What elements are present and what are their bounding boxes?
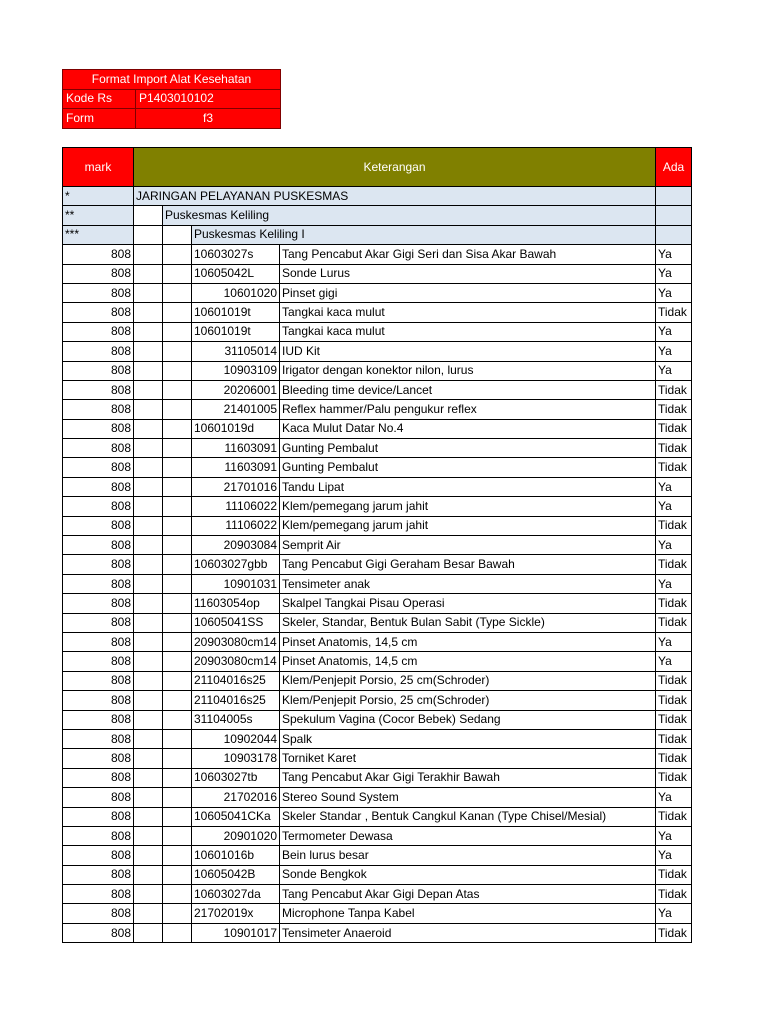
indent-cell-1[interactable]	[134, 652, 163, 671]
kode-cell[interactable]: 21104016s25	[192, 691, 280, 710]
indent-cell-1[interactable]	[134, 788, 163, 807]
indent-cell-1[interactable]	[134, 768, 163, 787]
ada-cell[interactable]: Ya	[656, 904, 692, 923]
ada-cell[interactable]: Ya	[656, 652, 692, 671]
nama-alat-cell[interactable]: Pinset gigi	[280, 283, 656, 302]
ada-cell[interactable]: Ya	[656, 846, 692, 865]
indent-cell-2[interactable]	[163, 380, 192, 399]
kode-rs-value[interactable]: P1403010102	[136, 89, 281, 109]
nama-alat-cell[interactable]: Pinset Anatomis, 14,5 cm	[280, 652, 656, 671]
kode-cell[interactable]: 21401005	[192, 400, 280, 419]
mark-cell[interactable]: 808	[63, 361, 134, 380]
table-row	[63, 419, 692, 438]
table-row	[63, 691, 692, 710]
kode-rs-label: Kode Rs	[63, 89, 136, 109]
mark-cell[interactable]: 808	[63, 710, 134, 729]
ada-cell[interactable]: Tidak	[656, 885, 692, 904]
indent-cell-1[interactable]	[134, 264, 163, 283]
ada-cell[interactable]: Tidak	[656, 400, 692, 419]
mark-cell[interactable]: 808	[63, 749, 134, 768]
indent-cell-1[interactable]	[134, 594, 163, 613]
table-row	[63, 749, 692, 768]
kode-cell[interactable]: 11106022	[192, 497, 280, 516]
mark-cell[interactable]: 808	[63, 826, 134, 845]
indent-cell-1[interactable]	[134, 613, 163, 632]
ada-cell[interactable]: Ya	[656, 245, 692, 264]
table-row	[63, 594, 692, 613]
indent-cell-1[interactable]	[134, 749, 163, 768]
indent-cell-1[interactable]	[134, 283, 163, 302]
indent-cell-2[interactable]	[163, 322, 192, 341]
level-1-ada[interactable]	[656, 187, 692, 206]
table-row	[63, 729, 692, 748]
indent-cell-1[interactable]	[134, 574, 163, 593]
nama-alat-cell[interactable]: Tang Pencabut Akar Gigi Depan Atas	[280, 885, 656, 904]
indent-cell-1[interactable]	[134, 826, 163, 845]
format-title: Format Import Alat Kesehatan	[63, 70, 281, 90]
mark-cell[interactable]: 808	[63, 652, 134, 671]
indent-cell-1[interactable]	[134, 555, 163, 574]
table-row	[63, 245, 692, 264]
indent-cell-1[interactable]	[134, 885, 163, 904]
ada-cell[interactable]: Ya	[656, 361, 692, 380]
indent-cell-2[interactable]	[163, 807, 192, 826]
mark-cell[interactable]: 808	[63, 904, 134, 923]
ada-cell[interactable]: Ya	[656, 788, 692, 807]
level-2-indent[interactable]	[134, 206, 163, 225]
ada-cell[interactable]: Tidak	[656, 671, 692, 690]
table-row	[63, 536, 692, 555]
ada-cell[interactable]: Tidak	[656, 710, 692, 729]
indent-cell-2[interactable]	[163, 555, 192, 574]
indent-cell-1[interactable]	[134, 632, 163, 651]
indent-cell-2[interactable]	[163, 904, 192, 923]
ada-cell[interactable]: Tidak	[656, 691, 692, 710]
indent-cell-1[interactable]	[134, 691, 163, 710]
level-3-text[interactable]: Puskesmas Keliling I	[192, 225, 656, 244]
nama-alat-cell[interactable]: Pinset Anatomis, 14,5 cm	[280, 632, 656, 651]
indent-cell-1[interactable]	[134, 536, 163, 555]
kode-cell[interactable]: 10901017	[192, 923, 280, 942]
table-row	[63, 555, 692, 574]
indent-cell-2[interactable]	[163, 768, 192, 787]
column-header-mark: mark	[63, 148, 134, 187]
table-row	[63, 671, 692, 690]
table-row	[63, 768, 692, 787]
indent-cell-2[interactable]	[163, 419, 192, 438]
indent-cell-2[interactable]	[163, 361, 192, 380]
mark-cell[interactable]: 808	[63, 788, 134, 807]
indent-cell-2[interactable]	[163, 729, 192, 748]
kode-cell[interactable]: 20903080cm14	[192, 652, 280, 671]
mark-cell[interactable]: 808	[63, 729, 134, 748]
mark-cell[interactable]: 808	[63, 342, 134, 361]
table-row	[63, 788, 692, 807]
kode-cell[interactable]: 10601020	[192, 283, 280, 302]
mark-cell[interactable]: 808	[63, 885, 134, 904]
mark-cell[interactable]: 808	[63, 497, 134, 516]
mark-cell[interactable]: 808	[63, 400, 134, 419]
table-row	[63, 380, 692, 399]
kode-cell[interactable]: 10901031	[192, 574, 280, 593]
mark-cell[interactable]: 808	[63, 322, 134, 341]
kode-cell[interactable]: 10902044	[192, 729, 280, 748]
mark-cell[interactable]: 808	[63, 283, 134, 302]
kode-cell[interactable]: 21702016	[192, 788, 280, 807]
indent-cell-2[interactable]	[163, 342, 192, 361]
table-row	[63, 477, 692, 496]
nama-alat-cell[interactable]: Tang Pencabut Akar Gigi Seri dan Sisa Akar Bawah	[280, 245, 656, 264]
nama-alat-cell[interactable]: Tensimeter Anaeroid	[280, 923, 656, 942]
kode-cell[interactable]: 31104005s	[192, 710, 280, 729]
table-row	[63, 846, 692, 865]
kode-cell[interactable]: 21701016	[192, 477, 280, 496]
indent-cell-2[interactable]	[163, 303, 192, 322]
mark-cell[interactable]: 808	[63, 264, 134, 283]
ada-cell[interactable]: Ya	[656, 477, 692, 496]
nama-alat-cell[interactable]: Torniket Karet	[280, 749, 656, 768]
indent-cell-1[interactable]	[134, 516, 163, 535]
nama-alat-cell[interactable]: Klem/pemegang jarum jahit	[280, 497, 656, 516]
level-1-mark[interactable]: *	[63, 187, 134, 206]
kode-cell[interactable]: 10603027tb	[192, 768, 280, 787]
indent-cell-2[interactable]	[163, 400, 192, 419]
kode-cell[interactable]: 10903109	[192, 361, 280, 380]
level-3-mark[interactable]: ***	[63, 225, 134, 244]
level-1-text[interactable]: JARINGAN PELAYANAN PUSKESMAS	[134, 187, 656, 206]
indent-cell-2[interactable]	[163, 788, 192, 807]
mark-cell[interactable]: 808	[63, 671, 134, 690]
nama-alat-cell[interactable]: Skeler, Standar, Bentuk Bulan Sabit (Type Sickle)	[280, 613, 656, 632]
mark-cell[interactable]: 808	[63, 574, 134, 593]
indent-cell-1[interactable]	[134, 807, 163, 826]
nama-alat-cell[interactable]: Tangkai kaca mulut	[280, 303, 656, 322]
indent-cell-1[interactable]	[134, 322, 163, 341]
indent-cell-2[interactable]	[163, 710, 192, 729]
ada-cell[interactable]: Tidak	[656, 555, 692, 574]
indent-cell-2[interactable]	[163, 826, 192, 845]
indent-cell-1[interactable]	[134, 380, 163, 399]
mark-cell[interactable]: 808	[63, 536, 134, 555]
ada-cell[interactable]: Tidak	[656, 807, 692, 826]
nama-alat-cell[interactable]: Spalk	[280, 729, 656, 748]
ada-cell[interactable]: Tidak	[656, 613, 692, 632]
ada-cell[interactable]: Ya	[656, 536, 692, 555]
ada-cell[interactable]: Tidak	[656, 458, 692, 477]
nama-alat-cell[interactable]: Reflex hammer/Palu pengukur reflex	[280, 400, 656, 419]
indent-cell-1[interactable]	[134, 458, 163, 477]
mark-cell[interactable]: 808	[63, 516, 134, 535]
kode-cell[interactable]: 10603027s	[192, 245, 280, 264]
indent-cell-2[interactable]	[163, 245, 192, 264]
indent-cell-1[interactable]	[134, 904, 163, 923]
kode-cell[interactable]: 21702019x	[192, 904, 280, 923]
ada-cell[interactable]: Ya	[656, 497, 692, 516]
ada-cell[interactable]: Tidak	[656, 303, 692, 322]
kode-cell[interactable]: 10605042L	[192, 264, 280, 283]
kode-cell[interactable]: 20903080cm14	[192, 632, 280, 651]
nama-alat-cell[interactable]: Klem/pemegang jarum jahit	[280, 516, 656, 535]
ada-cell[interactable]: Tidak	[656, 729, 692, 748]
mark-cell[interactable]: 808	[63, 923, 134, 942]
table-row	[63, 574, 692, 593]
nama-alat-cell[interactable]: Tangkai kaca mulut	[280, 322, 656, 341]
mark-cell[interactable]: 808	[63, 594, 134, 613]
ada-cell[interactable]: Tidak	[656, 768, 692, 787]
table-row	[63, 904, 692, 923]
indent-cell-1[interactable]	[134, 400, 163, 419]
indent-cell-1[interactable]	[134, 342, 163, 361]
nama-alat-cell[interactable]: Irigator dengan konektor nilon, lurus	[280, 361, 656, 380]
indent-cell-2[interactable]	[163, 283, 192, 302]
indent-cell-1[interactable]	[134, 865, 163, 884]
ada-cell[interactable]: Ya	[656, 283, 692, 302]
nama-alat-cell[interactable]: Kaca Mulut Datar No.4	[280, 419, 656, 438]
table-row	[63, 342, 692, 361]
nama-alat-cell[interactable]: Klem/Penjepit Porsio, 25 cm(Schroder)	[280, 691, 656, 710]
indent-cell-2[interactable]	[163, 613, 192, 632]
nama-alat-cell[interactable]: Tensimeter anak	[280, 574, 656, 593]
column-header-ada: Ada	[656, 148, 692, 187]
nama-alat-cell[interactable]: Tandu Lipat	[280, 477, 656, 496]
table-row	[63, 923, 692, 942]
nama-alat-cell[interactable]: Microphone Tanpa Kabel	[280, 904, 656, 923]
equipment-table	[62, 147, 692, 943]
ada-cell[interactable]: Ya	[656, 574, 692, 593]
column-header-keterangan: Keterangan	[134, 148, 656, 187]
form-value[interactable]: f3	[136, 109, 281, 129]
nama-alat-cell[interactable]: Sonde Bengkok	[280, 865, 656, 884]
kode-cell[interactable]: 20903084	[192, 536, 280, 555]
indent-cell-1[interactable]	[134, 710, 163, 729]
kode-cell[interactable]: 10603027gbb	[192, 555, 280, 574]
ada-cell[interactable]: Tidak	[656, 380, 692, 399]
kode-cell[interactable]: 10601019t	[192, 303, 280, 322]
table-row	[63, 264, 692, 283]
ada-cell[interactable]: Ya	[656, 826, 692, 845]
indent-cell-2[interactable]	[163, 516, 192, 535]
nama-alat-cell[interactable]: Klem/Penjepit Porsio, 25 cm(Schroder)	[280, 671, 656, 690]
indent-cell-2[interactable]	[163, 652, 192, 671]
indent-cell-1[interactable]	[134, 245, 163, 264]
table-row	[63, 283, 692, 302]
ada-cell[interactable]: Tidak	[656, 439, 692, 458]
table-row	[63, 516, 692, 535]
indent-cell-2[interactable]	[163, 923, 192, 942]
table-row	[63, 652, 692, 671]
nama-alat-cell[interactable]: IUD Kit	[280, 342, 656, 361]
indent-cell-2[interactable]	[163, 477, 192, 496]
mark-cell[interactable]: 808	[63, 865, 134, 884]
indent-cell-2[interactable]	[163, 691, 192, 710]
nama-alat-cell[interactable]: Skalpel Tangkai Pisau Operasi	[280, 594, 656, 613]
kode-cell[interactable]: 10601016b	[192, 846, 280, 865]
kode-cell[interactable]: 10605041SS	[192, 613, 280, 632]
indent-cell-1[interactable]	[134, 671, 163, 690]
mark-cell[interactable]: 808	[63, 439, 134, 458]
mark-cell[interactable]: 808	[63, 555, 134, 574]
kode-cell[interactable]: 10601019t	[192, 322, 280, 341]
indent-cell-1[interactable]	[134, 923, 163, 942]
kode-cell[interactable]: 10903178	[192, 749, 280, 768]
kode-cell[interactable]: 20901020	[192, 826, 280, 845]
nama-alat-cell[interactable]: Sonde Lurus	[280, 264, 656, 283]
mark-cell[interactable]: 808	[63, 477, 134, 496]
mark-cell[interactable]: 808	[63, 613, 134, 632]
table-row	[63, 632, 692, 651]
indent-cell-2[interactable]	[163, 865, 192, 884]
mark-cell[interactable]: 808	[63, 380, 134, 399]
kode-cell[interactable]: 10605042B	[192, 865, 280, 884]
ada-cell[interactable]: Tidak	[656, 865, 692, 884]
indent-cell-1[interactable]	[134, 846, 163, 865]
mark-cell[interactable]: 808	[63, 245, 134, 264]
table-row	[63, 458, 692, 477]
table-row	[63, 613, 692, 632]
table-row	[63, 807, 692, 826]
indent-cell-1[interactable]	[134, 303, 163, 322]
nama-alat-cell[interactable]: Skeler Standar , Bentuk Cangkul Kanan (Type Chisel/Mesial)	[280, 807, 656, 826]
mark-cell[interactable]: 808	[63, 691, 134, 710]
nama-alat-cell[interactable]: Gunting Pembalut	[280, 458, 656, 477]
indent-cell-2[interactable]	[163, 497, 192, 516]
kode-cell[interactable]: 20206001	[192, 380, 280, 399]
nama-alat-cell[interactable]: Semprit Air	[280, 536, 656, 555]
level-2-mark[interactable]: **	[63, 206, 134, 225]
table-row	[63, 322, 692, 341]
nama-alat-cell[interactable]: Spekulum Vagina (Cocor Bebek) Sedang	[280, 710, 656, 729]
indent-cell-2[interactable]	[163, 574, 192, 593]
indent-cell-2[interactable]	[163, 671, 192, 690]
level-2-text[interactable]: Puskesmas Keliling	[163, 206, 656, 225]
mark-cell[interactable]: 808	[63, 807, 134, 826]
kode-cell[interactable]: 11603091	[192, 439, 280, 458]
level-3-indent-2[interactable]	[163, 225, 192, 244]
level-2-ada[interactable]	[656, 206, 692, 225]
mark-cell[interactable]: 808	[63, 632, 134, 651]
indent-cell-2[interactable]	[163, 846, 192, 865]
table-row	[63, 865, 692, 884]
kode-cell[interactable]: 10605041CKa	[192, 807, 280, 826]
ada-cell[interactable]: Ya	[656, 264, 692, 283]
indent-cell-2[interactable]	[163, 458, 192, 477]
indent-cell-1[interactable]	[134, 419, 163, 438]
mark-cell[interactable]: 808	[63, 846, 134, 865]
ada-cell[interactable]: Tidak	[656, 594, 692, 613]
ada-cell[interactable]: Ya	[656, 632, 692, 651]
level-3-indent-1[interactable]	[134, 225, 163, 244]
mark-cell[interactable]: 808	[63, 419, 134, 438]
ada-cell[interactable]: Ya	[656, 342, 692, 361]
mark-cell[interactable]: 808	[63, 303, 134, 322]
ada-cell[interactable]: Tidak	[656, 419, 692, 438]
ada-cell[interactable]: Tidak	[656, 749, 692, 768]
kode-cell[interactable]: 21104016s25	[192, 671, 280, 690]
indent-cell-2[interactable]	[163, 632, 192, 651]
nama-alat-cell[interactable]: Bleeding time device/Lancet	[280, 380, 656, 399]
indent-cell-2[interactable]	[163, 749, 192, 768]
nama-alat-cell[interactable]: Gunting Pembalut	[280, 439, 656, 458]
table-header-row	[63, 148, 692, 187]
table-row	[63, 710, 692, 729]
table-row	[63, 400, 692, 419]
level-2-row	[63, 206, 692, 225]
indent-cell-1[interactable]	[134, 729, 163, 748]
table-row	[63, 303, 692, 322]
indent-cell-1[interactable]	[134, 497, 163, 516]
form-label: Form	[63, 109, 136, 129]
table-row	[63, 885, 692, 904]
level-1-row	[63, 187, 692, 206]
nama-alat-cell[interactable]: Bein lurus besar	[280, 846, 656, 865]
level-3-ada[interactable]	[656, 225, 692, 244]
kode-cell[interactable]: 11603054op	[192, 594, 280, 613]
table-row	[63, 826, 692, 845]
mark-cell[interactable]: 808	[63, 458, 134, 477]
ada-cell[interactable]: Tidak	[656, 516, 692, 535]
import-header-block	[62, 69, 281, 129]
indent-cell-2[interactable]	[163, 264, 192, 283]
ada-cell[interactable]: Ya	[656, 322, 692, 341]
kode-cell[interactable]: 10603027da	[192, 885, 280, 904]
nama-alat-cell[interactable]: Termometer Dewasa	[280, 826, 656, 845]
indent-cell-2[interactable]	[163, 439, 192, 458]
kode-cell[interactable]: 31105014	[192, 342, 280, 361]
indent-cell-1[interactable]	[134, 361, 163, 380]
nama-alat-cell[interactable]: Tang Pencabut Gigi Geraham Besar Bawah	[280, 555, 656, 574]
table-row	[63, 439, 692, 458]
table-row	[63, 361, 692, 380]
nama-alat-cell[interactable]: Stereo Sound System	[280, 788, 656, 807]
nama-alat-cell[interactable]: Tang Pencabut Akar Gigi Terakhir Bawah	[280, 768, 656, 787]
level-3-row	[63, 225, 692, 244]
indent-cell-2[interactable]	[163, 594, 192, 613]
kode-cell[interactable]: 11106022	[192, 516, 280, 535]
indent-cell-1[interactable]	[134, 477, 163, 496]
mark-cell[interactable]: 808	[63, 768, 134, 787]
indent-cell-2[interactable]	[163, 536, 192, 555]
table-row	[63, 497, 692, 516]
indent-cell-1[interactable]	[134, 439, 163, 458]
kode-cell[interactable]: 11603091	[192, 458, 280, 477]
indent-cell-2[interactable]	[163, 885, 192, 904]
ada-cell[interactable]: Tidak	[656, 923, 692, 942]
kode-cell[interactable]: 10601019d	[192, 419, 280, 438]
